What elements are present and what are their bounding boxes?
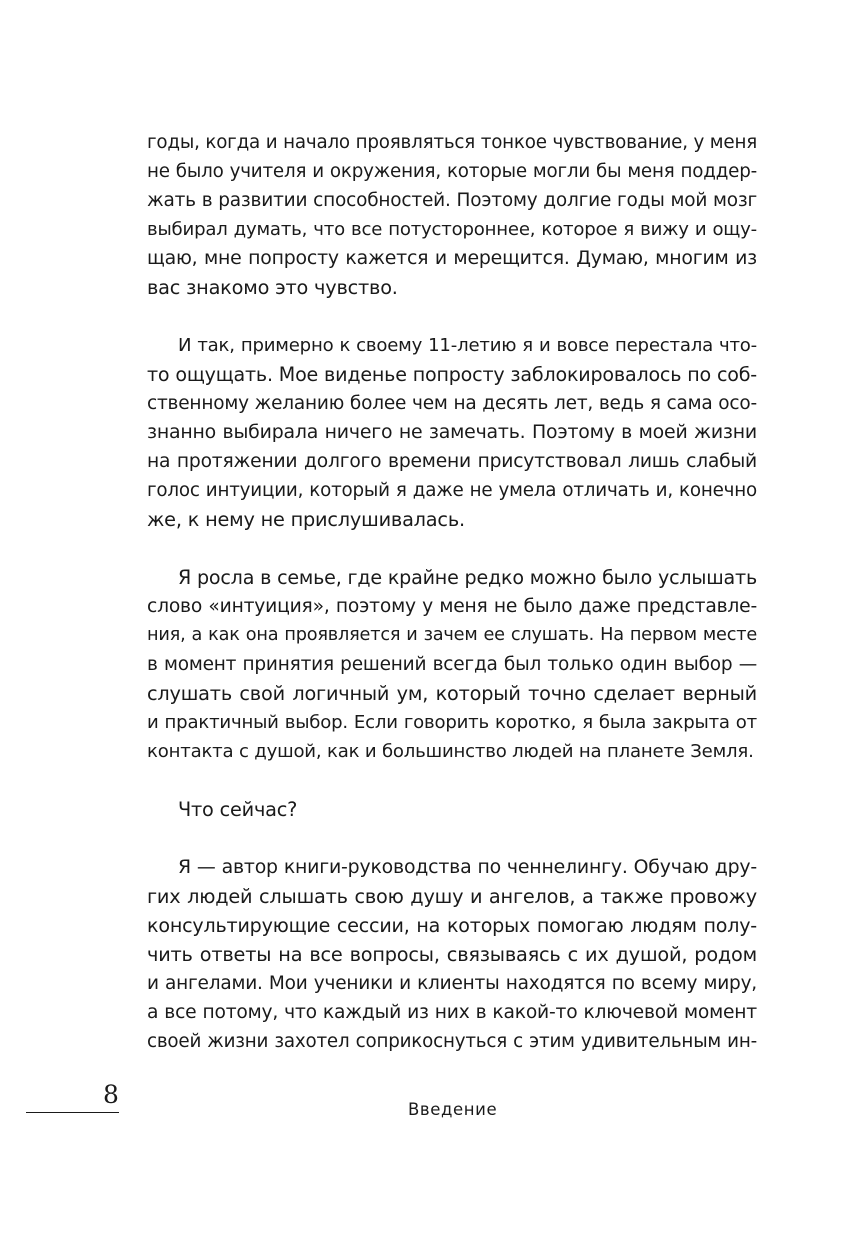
- text-line: Что сейчас?: [178, 798, 298, 821]
- text-line: же, к нему не прислушивалась.: [147, 508, 465, 531]
- text-line: жать в развитии способностей. Поэтому долгие годы мой мозг: [147, 190, 757, 211]
- text-line: и ангелами. Мои ученики и клиенты находятся по всему миру,: [147, 973, 757, 994]
- text-line: выбирал думать, что все потустороннее, которое я вижу и ощу-: [147, 219, 757, 240]
- text-line: И так, примерно к своему 11-летию я и вовсе перестала что-: [178, 335, 757, 356]
- text-line: гих людей слышать свою душу и ангелов, а также провожу: [147, 885, 757, 908]
- text-line: годы, когда и начало проявляться тонкое чувствование, у меня: [147, 132, 757, 153]
- paragraph-3: [147, 563, 757, 766]
- text-line: ния, а как она проявляется и зачем ее слушать. На первом месте: [147, 625, 757, 645]
- text-line: ственному желанию более чем на десять лет, ведь я сама осо-: [147, 393, 757, 414]
- paragraph-2: [147, 331, 757, 534]
- text-line: в момент принятия решений всегда был только один выбор —: [147, 654, 757, 675]
- text-line: чить ответы на все вопросы, связываясь с их душой, родом: [147, 943, 757, 966]
- paragraph-1: [147, 128, 757, 302]
- footer-rule: [26, 1112, 119, 1113]
- text-line: контакта с душой, как и большинство людей на планете Земля.: [147, 741, 754, 762]
- text-line: голос интуиции, который я даже не умела отличать и, конечно: [147, 480, 757, 501]
- text-line: Я — автор книги-руководства по ченнелингу. Обучаю дру-: [178, 856, 757, 878]
- text-line: слово «интуиция», поэтому у меня не было даже представле-: [147, 596, 757, 617]
- text-line: Я росла в семье, где крайне редко можно было услышать: [178, 566, 757, 589]
- text-line: знанно выбирала ничего не замечать. Поэтому в моей жизни: [147, 421, 757, 443]
- text-line: слушать свой логичный ум, который точно сделает верный: [147, 682, 757, 705]
- body-text: [147, 128, 757, 1056]
- text-line: щаю, мне попросту кажется и мерещится. Думаю, многим из: [147, 247, 757, 269]
- text-line: а все потому, что каждый из них в какой-то ключевой момент: [147, 1002, 757, 1023]
- text-line: и практичный выбор. Если говорить коротко, я была закрыта от: [147, 712, 757, 733]
- paragraph-4: [147, 795, 757, 824]
- text-line: своей жизни захотел соприкоснуться с этим удивительным ин-: [147, 1031, 757, 1052]
- text-line: то ощущать. Мое виденье попросту заблокировалось по соб-: [147, 363, 757, 386]
- text-line: консультирующие сессии, на которых помогаю людям полу-: [147, 914, 757, 937]
- running-title: Введение: [408, 1100, 498, 1119]
- text-line: вас знакомо это чувство.: [147, 276, 398, 299]
- text-line: на протяжении долгого времени присутствовал лишь слабый: [147, 451, 757, 472]
- page-number: 8: [103, 1080, 119, 1109]
- paragraph-5: [147, 853, 757, 1056]
- text-line: не было учителя и окружения, которые могли бы меня поддер-: [147, 161, 757, 182]
